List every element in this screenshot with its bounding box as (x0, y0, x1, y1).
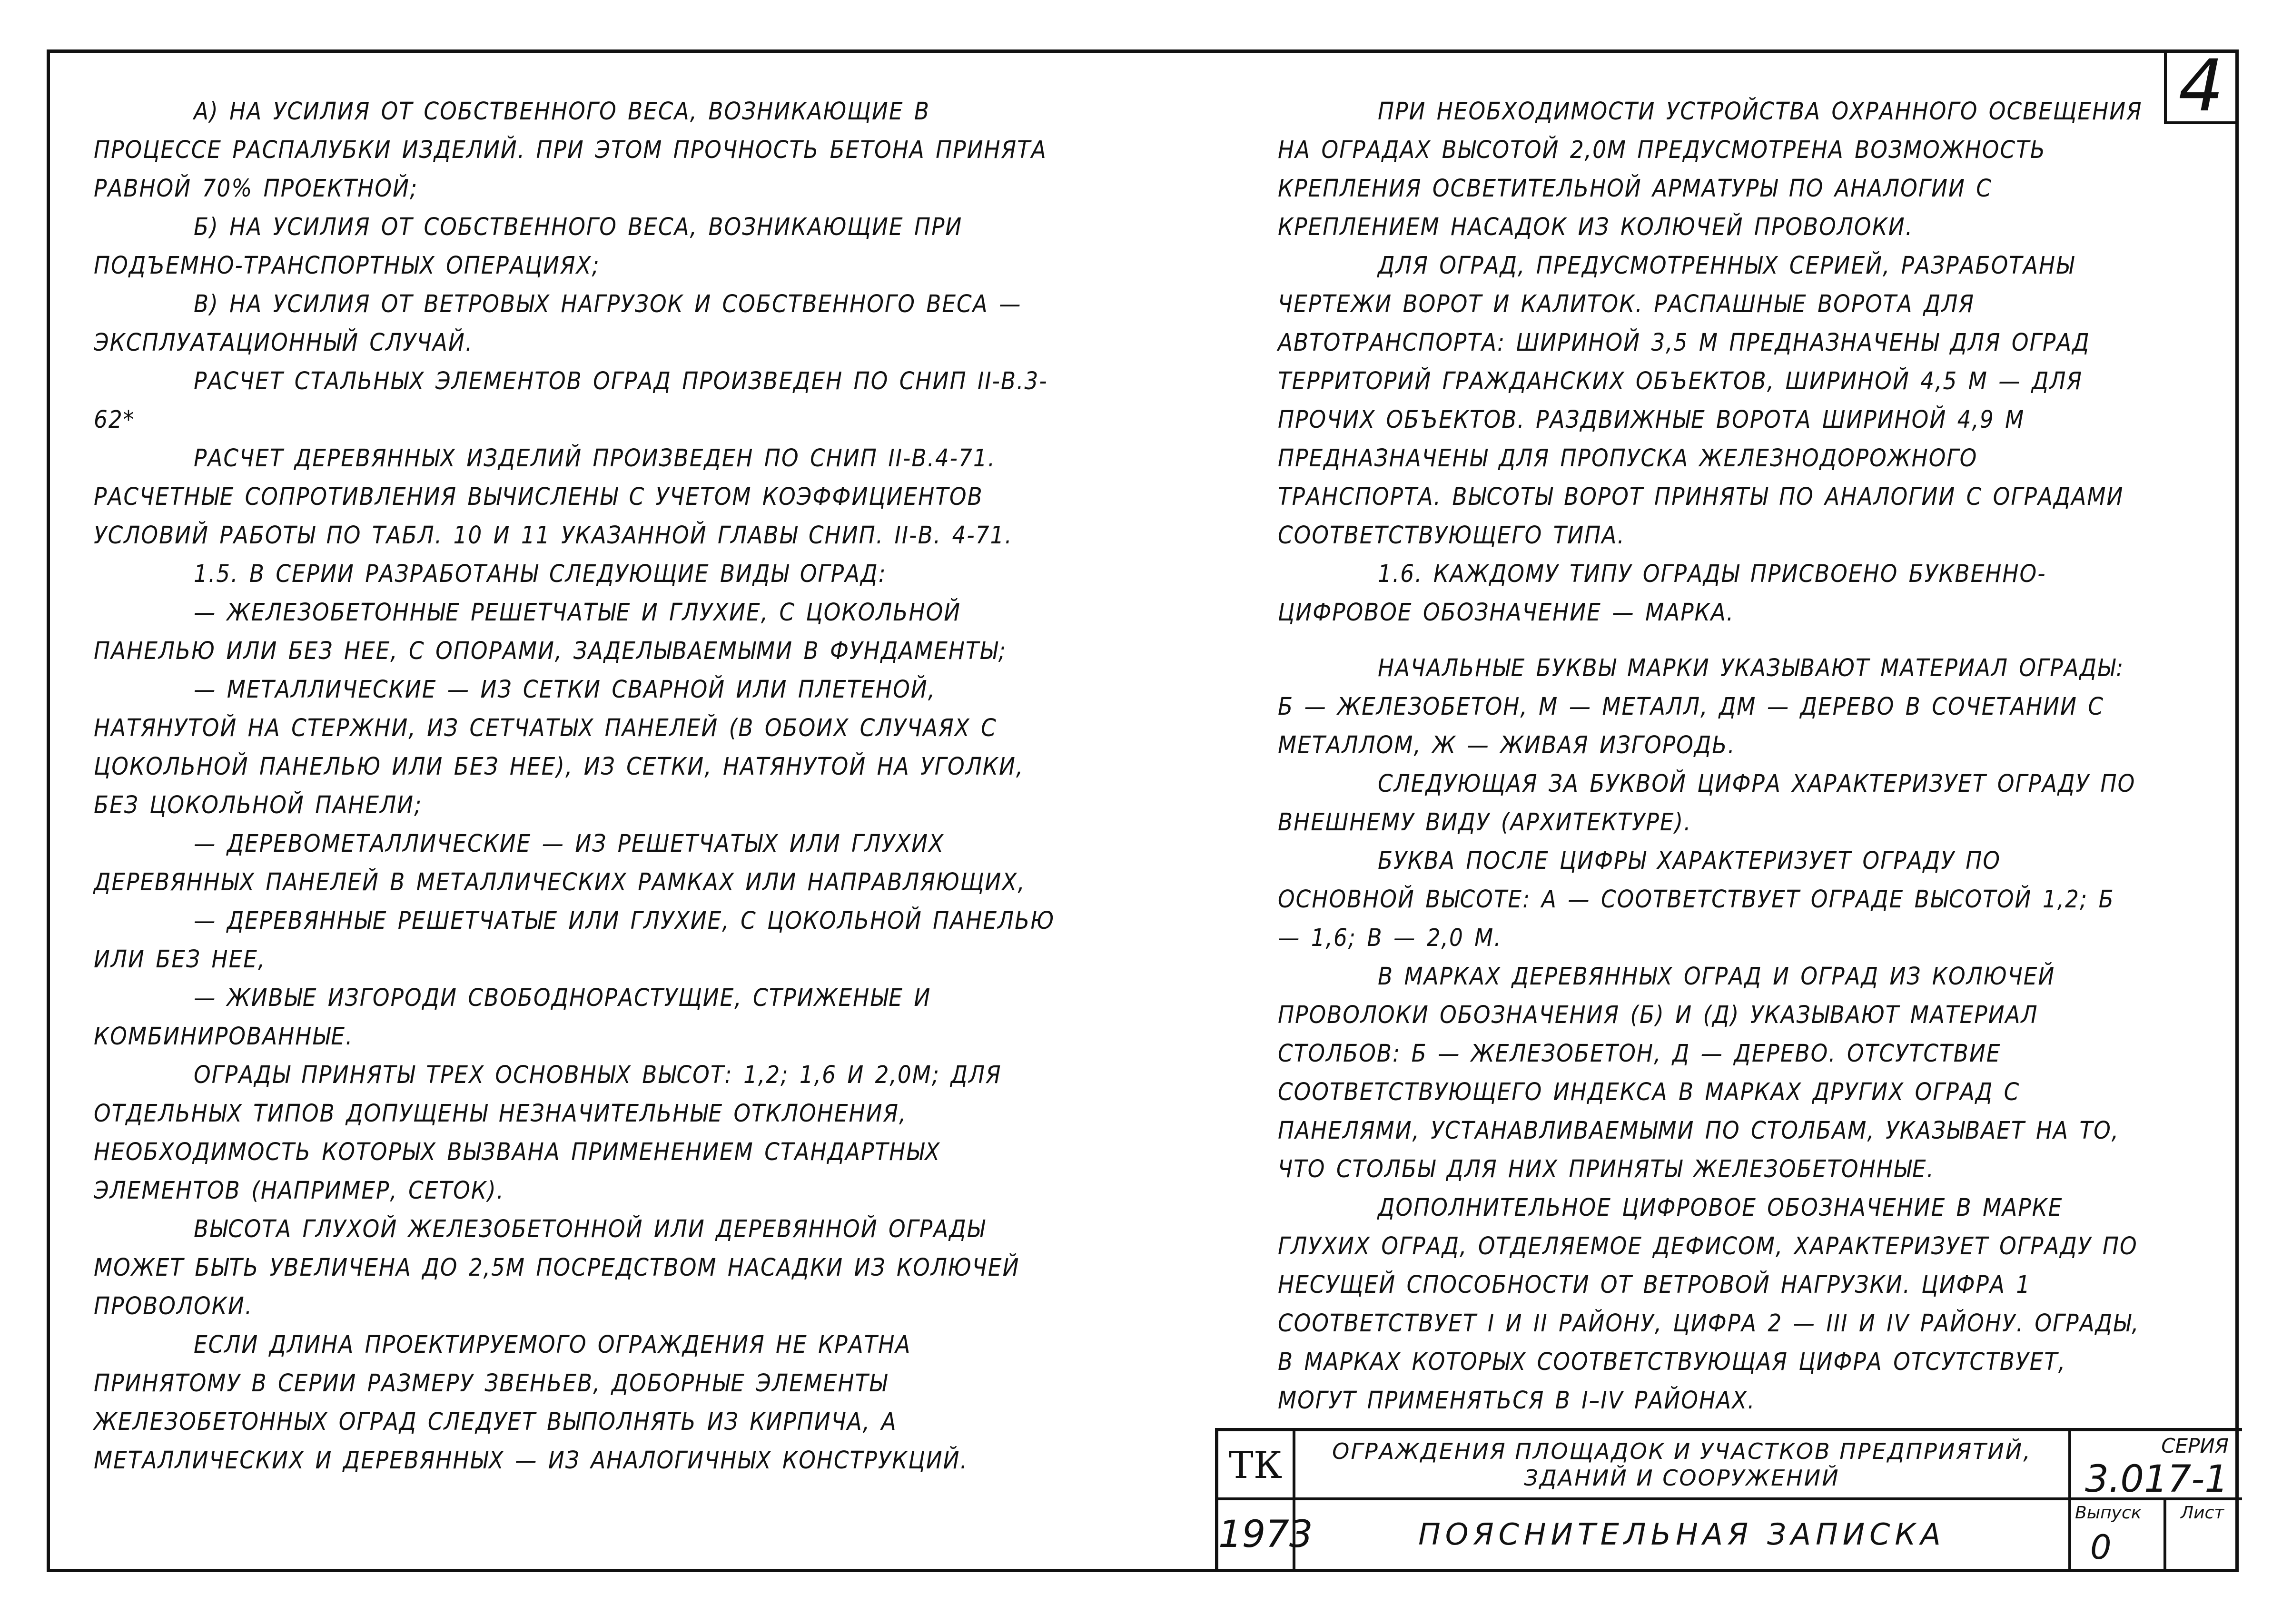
paragraph: ВЫСОТА ГЛУХОЙ ЖЕЛЕЗОБЕТОННОЙ ИЛИ ДЕРЕВЯННОЙ ОГРАДЫ МОЖЕТ БЫТЬ УВЕЛИЧЕНА ДО 2,5М ПОСРЕДСТВОМ НАСАДКИ ИЗ КОЛЮЧЕЙ ПРОВОЛОКИ. (94, 1215, 1020, 1320)
project-title: ОГРАЖДЕНИЯ ПЛОЩАДОК И УЧАСТКОВ ПРЕДПРИЯТИЙ, ЗДАНИЙ И СООРУЖЕНИЙ (1295, 1431, 2071, 1500)
sheet-number: 4 (2164, 53, 2235, 124)
paragraph: РАСЧЕТ СТАЛЬНЫХ ЭЛЕМЕНТОВ ОГРАД ПРОИЗВЕДЕН ПО СНИП II-В.3-62* (94, 367, 1048, 433)
paragraph: ДОПОЛНИТЕЛЬНОЕ ЦИФРОВОЕ ОБОЗНАЧЕНИЕ В МАРКЕ ГЛУХИХ ОГРАД, ОТДЕЛЯЕМОЕ ДЕФИСОМ, ХАРАКТЕРИЗУЕТ ОГРАДУ ПО НЕСУЩЕЙ СПОСОБНОСТИ ОТ ВЕТРОВОЙ НАГРУЗКИ. ЦИФРА 1 СООТВЕТСТВУЕТ I И II РАЙОНУ, ЦИФРА 2 — III И IV РАЙОНУ. ОГРАДЫ, В МАРКАХ КОТОРЫХ СООТВЕТСТВУЮЩАЯ ЦИФРА ОТСУТСТВУЕТ, МОГУТ ПРИМЕНЯТЬСЯ В I–IV РАЙОНАХ. (1278, 1193, 2140, 1414)
issue-cell (2071, 1500, 2166, 1569)
sheet-label: Лист (2181, 1503, 2224, 1523)
paragraph: В МАРКАХ ДЕРЕВЯННЫХ ОГРАД И ОГРАД ИЗ КОЛЮЧЕЙ ПРОВОЛОКИ ОБОЗНАЧЕНИЯ (Б) И (Д) УКАЗЫВАЮТ МАТЕРИАЛ СТОЛБОВ: Б — ЖЕЛЕЗОБЕТОН, Д — ДЕРЕВО. ОТСУТСТВИЕ СООТВЕТСТВУЮЩЕГО ИНДЕКСА В МАРКАХ ДРУГИХ ОГРАД С ПАНЕЛЯМИ, УСТАНАВЛИВАЕМЫМИ ПО СТОЛБАМ, УКАЗЫВАЕТ НА ТО, ЧТО СТОЛБЫ ДЛЯ НИХ ПРИНЯТЫ ЖЕЛЕЗОБЕТОННЫЕ. (1278, 962, 2120, 1183)
issue-value: 0 (2090, 1528, 2112, 1567)
paragraph: БУКВА ПОСЛЕ ЦИФРЫ ХАРАКТЕРИЗУЕТ ОГРАДУ ПО ОСНОВНОЙ ВЫСОТЕ: А — СООТВЕТСТВУЕТ ОГРАДЕ ВЫСОТОЙ 1,2; Б — 1,6; В — 2,0 М. (1278, 846, 2114, 952)
series-value: 3.017-1 (2084, 1458, 2229, 1501)
org-code: ТК (1218, 1431, 1295, 1500)
paragraph: — ДЕРЕВЯННЫЕ РЕШЕТЧАТЫЕ ИЛИ ГЛУХИЕ, С ЦОКОЛЬНОЙ ПАНЕЛЬЮ ИЛИ БЕЗ НЕЕ, (94, 906, 1055, 973)
year: 1973 (1218, 1500, 1295, 1569)
drawing-sheet (47, 45, 2239, 1572)
paragraph: РАСЧЕТ ДЕРЕВЯННЫХ ИЗДЕЛИЙ ПРОИЗВЕДЕН ПО СНИП II-В.4-71. РАСЧЕТНЫЕ СОПРОТИВЛЕНИЯ ВЫЧИСЛЕНЫ С УЧЕТОМ КОЭФФИЦИЕНТОВ УСЛОВИЙ РАБОТЫ ПО ТАБЛ. 10 И 11 УКАЗАННОЙ ГЛАВЫ СНИП. II-В. 4-71. (94, 444, 1013, 549)
paragraph: ДЛЯ ОГРАД, ПРЕДУСМОТРЕННЫХ СЕРИЕЙ, РАЗРАБОТАНЫ ЧЕРТЕЖИ ВОРОТ И КАЛИТОК. РАСПАШНЫЕ ВОРОТА ДЛЯ АВТОТРАНСПОРТА: ШИРИНОЙ 3,5 М ПРЕДНАЗНАЧЕНЫ ДЛЯ ОГРАД ТЕРРИТОРИЙ ГРАЖДАНСКИХ ОБЪЕКТОВ, ШИРИНОЙ 4,5 М — ДЛЯ ПРОЧИХ ОБЪЕКТОВ. РАЗДВИЖНЫЕ ВОРОТА ШИРИНОЙ 4,9 М ПРЕДНАЗНАЧЕНЫ ДЛЯ ПРОПУСКА ЖЕЛЕЗНОДОРОЖНОГО ТРАНСПОРТА. ВЫСОТЫ ВОРОТ ПРИНЯТЫ ПО АНАЛОГИИ С ОГРАДАМИ СООТВЕТСТВУЮЩЕГО ТИПА. (1278, 251, 2124, 549)
sheet-cell (2166, 1500, 2242, 1569)
series-cell (2071, 1431, 2242, 1500)
issue-label: Выпуск (2075, 1503, 2142, 1523)
paragraph: — МЕТАЛЛИЧЕСКИЕ — ИЗ СЕТКИ СВАРНОЙ ИЛИ ПЛЕТЕНОЙ, НАТЯНУТОЙ НА СТЕРЖНИ, ИЗ СЕТЧАТЫХ ПАНЕЛЕЙ (В ОБОИХ СЛУЧАЯХ С ЦОКОЛЬНОЙ ПАНЕЛЬЮ ИЛИ БЕЗ НЕЕ), ИЗ СЕТКИ, НАТЯНУТОЙ НА УГОЛКИ, БЕЗ ЦОКОЛЬНОЙ ПАНЕЛИ; (94, 675, 1024, 819)
paragraph: — ЖЕЛЕЗОБЕТОННЫЕ РЕШЕТЧАТЫЕ И ГЛУХИЕ, С ЦОКОЛЬНОЙ ПАНЕЛЬЮ ИЛИ БЕЗ НЕЕ, С ОПОРАМИ, ЗАДЕЛЫВАЕМЫМИ В ФУНДАМЕНТЫ; (94, 598, 1007, 665)
series-label: СЕРИЯ (2161, 1434, 2229, 1457)
paragraph: — ДЕРЕВОМЕТАЛЛИЧЕСКИЕ — ИЗ РЕШЕТЧАТЫХ ИЛИ ГЛУХИХ ДЕРЕВЯННЫХ ПАНЕЛЕЙ В МЕТАЛЛИЧЕСКИХ РАМКАХ ИЛИ НАПРАВЛЯЮЩИХ, (94, 829, 1026, 896)
title-block (1215, 1428, 2242, 1569)
paragraph: ОГРАДЫ ПРИНЯТЫ ТРЕХ ОСНОВНЫХ ВЫСОТ: 1,2; 1,6 И 2,0М; ДЛЯ ОТДЕЛЬНЫХ ТИПОВ ДОПУЩЕНЫ НЕЗНАЧИТЕЛЬНЫЕ ОТКЛОНЕНИЯ, НЕОБХОДИМОСТЬ КОТОРЫХ ВЫЗВАНА ПРИМЕНЕНИЕМ СТАНДАРТНЫХ ЭЛЕМЕНТОВ (НАПРИМЕР, СЕТОК). (94, 1061, 1002, 1204)
paragraph: НАЧАЛЬНЫЕ БУКВЫ МАРКИ УКАЗЫВАЮТ МАТЕРИАЛ ОГРАДЫ: Б — ЖЕЛЕЗОБЕТОН, М — МЕТАЛЛ, ДМ — ДЕРЕВО В СОЧЕТАНИИ С МЕТАЛЛОМ, Ж — ЖИВАЯ ИЗГОРОДЬ. (1278, 654, 2124, 759)
paragraph: 1.6. КАЖДОМУ ТИПУ ОГРАДЫ ПРИСВОЕНО БУКВЕННО-ЦИФРОВОЕ ОБОЗНАЧЕНИЕ — МАРКА. (1278, 560, 2046, 626)
paragraph: ЕСЛИ ДЛИНА ПРОЕКТИРУЕМОГО ОГРАЖДЕНИЯ НЕ КРАТНА ПРИНЯТОМУ В СЕРИИ РАЗМЕРУ ЗВЕНЬЕВ, ДОБОРНЫЕ ЭЛЕМЕНТЫ ЖЕЛЕЗОБЕТОННЫХ ОГРАД СЛЕДУЕТ ВЫПОЛНЯТЬ ИЗ КИРПИЧА, А МЕТАЛЛИЧЕСКИХ И ДЕРЕВЯННЫХ — ИЗ АНАЛОГИЧНЫХ КОНСТРУКЦИЙ. (94, 1330, 968, 1474)
document-title: ПОЯСНИТЕЛЬНАЯ ЗАПИСКА (1295, 1500, 2071, 1569)
paragraph: ПРИ НЕОБХОДИМОСТИ УСТРОЙСТВА ОХРАННОГО ОСВЕЩЕНИЯ НА ОГРАДАХ ВЫСОТОЙ 2,0М ПРЕДУСМОТРЕНА ВОЗМОЖНОСТЬ КРЕПЛЕНИЯ ОСВЕТИТЕЛЬНОЙ АРМАТУРЫ ПО АНАЛОГИИ С КРЕПЛЕНИЕМ НАСАДОК ИЗ КОЛЮЧЕЙ ПРОВОЛОКИ. (1278, 97, 2143, 241)
paragraph: 1.5. В СЕРИИ РАЗРАБОТАНЫ СЛЕДУЮЩИЕ ВИДЫ ОГРАД: (194, 560, 887, 588)
right-text-column (1278, 92, 2144, 1419)
paragraph: Б) НА УСИЛИЯ ОТ СОБСТВЕННОГО ВЕСА, ВОЗНИКАЮЩИЕ ПРИ ПОДЪЕМНО-ТРАНСПОРТНЫХ ОПЕРАЦИЯХ; (94, 213, 963, 279)
left-text-column (94, 92, 1055, 1479)
paragraph: А) НА УСИЛИЯ ОТ СОБСТВЕННОГО ВЕСА, ВОЗНИКАЮЩИЕ В ПРОЦЕССЕ РАСПАЛУБКИ ИЗДЕЛИЙ. ПРИ ЭТОМ ПРОЧНОСТЬ БЕТОНА ПРИНЯТА РАВНОЙ 70% ПРОЕКТНОЙ; (94, 97, 1047, 202)
paragraph: — ЖИВЫЕ ИЗГОРОДИ СВОБОДНОРАСТУЩИЕ, СТРИЖЕНЫЕ И КОМБИНИРОВАННЫЕ. (94, 984, 931, 1050)
paragraph: СЛЕДУЮЩАЯ ЗА БУКВОЙ ЦИФРА ХАРАКТЕРИЗУЕТ ОГРАДУ ПО ВНЕШНЕМУ ВИДУ (АРХИТЕКТУРЕ). (1278, 769, 2136, 836)
paragraph: В) НА УСИЛИЯ ОТ ВЕТРОВЫХ НАГРУЗОК И СОБСТВЕННОГО ВЕСА — ЭКСПЛУАТАЦИОННЫЙ СЛУЧАЙ. (94, 290, 1022, 356)
